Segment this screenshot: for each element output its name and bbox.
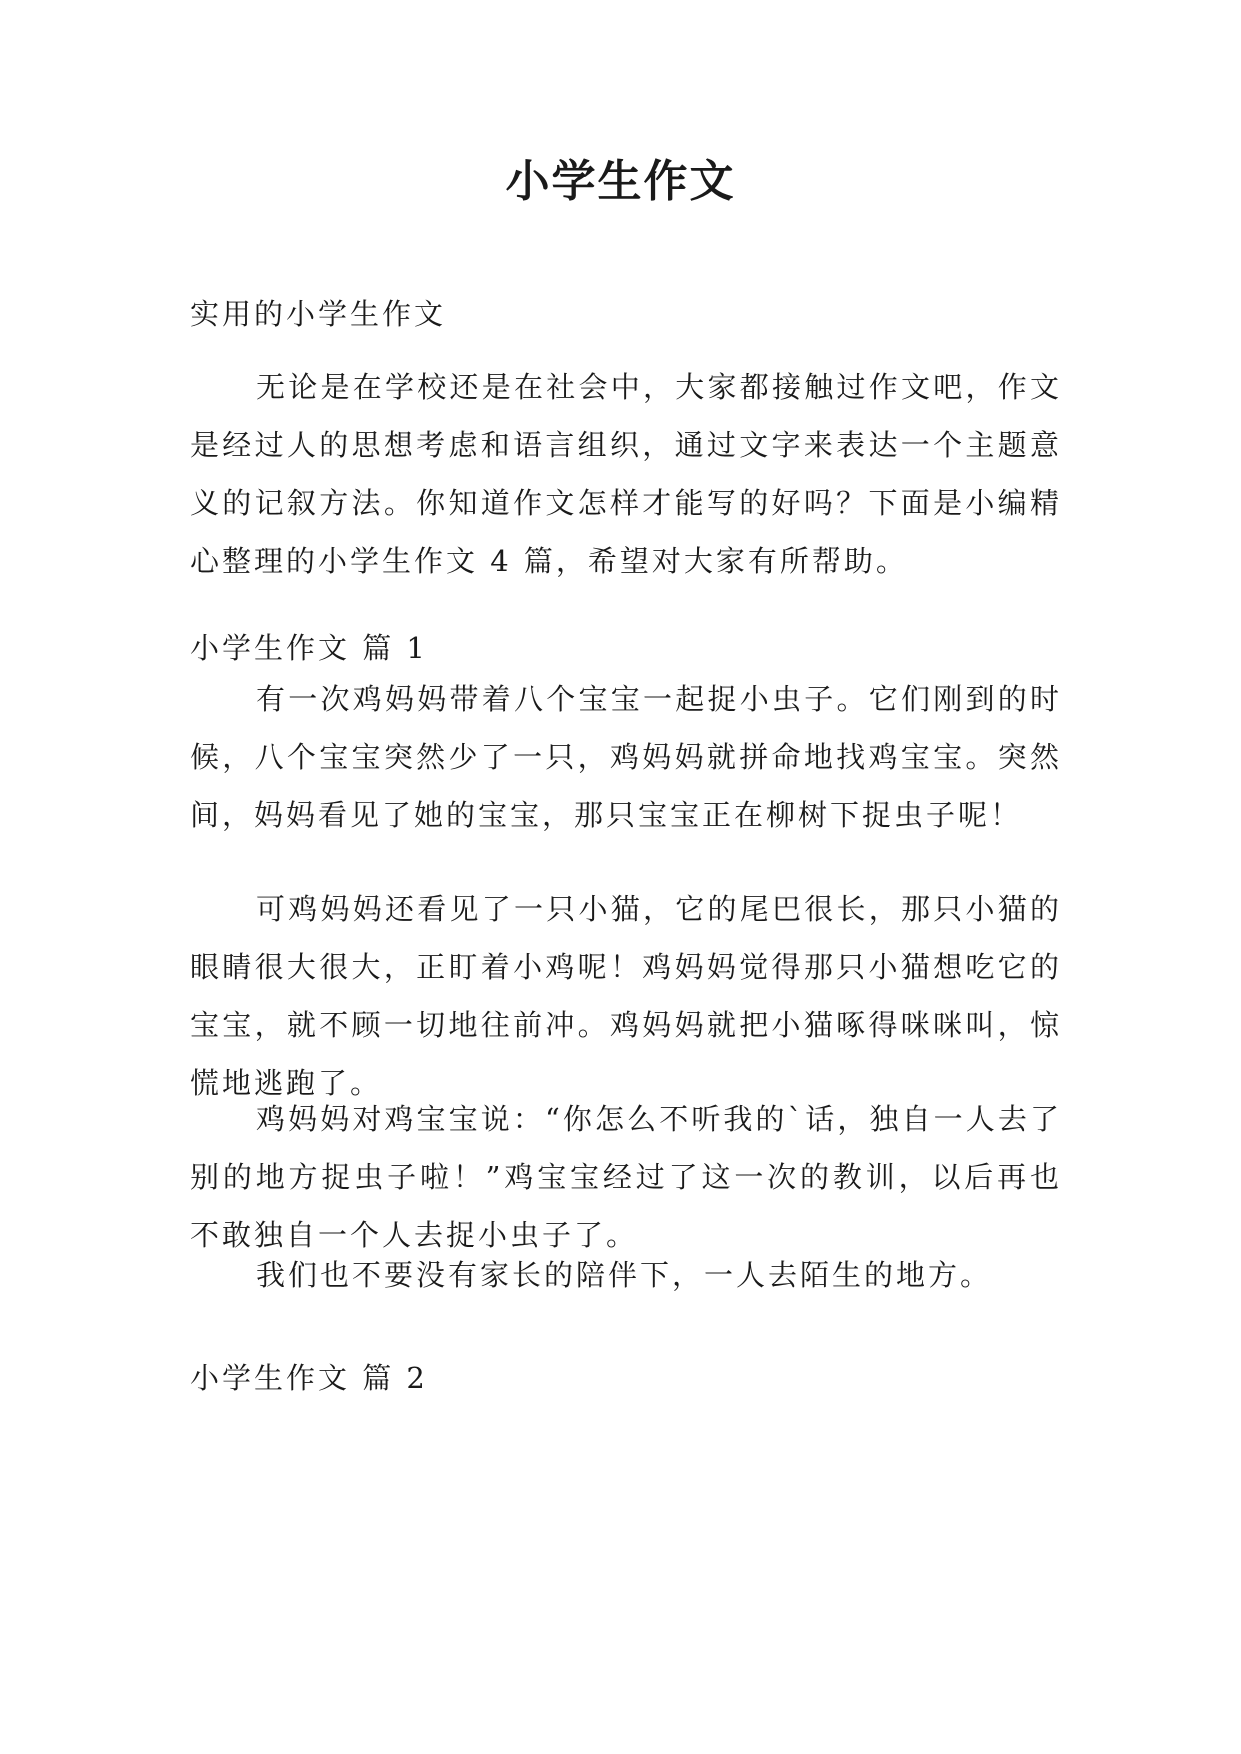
section-heading-2: 小学生作文 篇 2 bbox=[190, 1361, 428, 1395]
intro-paragraph: 无论是在学校还是在社会中，大家都接触过作文吧，作文是经过人的思想考虑和语言组织，通过文字来表达一个主题意义的记叙方法。你知道作文怎样才能写的好吗？下面是小编精心整理的小学生作文 4 篇，希望对大家有所帮助。 bbox=[190, 370, 1062, 578]
document-subtitle: 实用的小学生作文 bbox=[190, 297, 447, 331]
section-1-paragraph-4: 我们也不要没有家长的陪伴下，一人去陌生的地方。 bbox=[256, 1258, 993, 1292]
section-heading-1: 小学生作文 篇 1 bbox=[190, 631, 428, 665]
document-title: 小学生作文 bbox=[505, 156, 736, 207]
section-1-paragraph-3: 鸡妈妈对鸡宝宝说：“你怎么不听我的`话，独自一人去了别的地方捉虫子啦！”鸡宝宝经过了这一次的教训，以后再也不敢独自一个人去捉小虫子了。 bbox=[190, 1102, 1062, 1252]
section-1-paragraph-2: 可鸡妈妈还看见了一只小猫，它的尾巴很长，那只小猫的眼睛很大很大，正盯着小鸡呢！鸡妈妈觉得那只小猫想吃它的宝宝，就不顾一切地往前冲。鸡妈妈就把小猫啄得咪咪叫，惊慌地逃跑了。 bbox=[190, 892, 1062, 1100]
section-1-paragraph-1: 有一次鸡妈妈带着八个宝宝一起捉小虫子。它们刚到的时候，八个宝宝突然少了一只，鸡妈妈就拼命地找鸡宝宝。突然间，妈妈看见了她的宝宝，那只宝宝正在柳树下捉虫子呢！ bbox=[190, 682, 1062, 832]
